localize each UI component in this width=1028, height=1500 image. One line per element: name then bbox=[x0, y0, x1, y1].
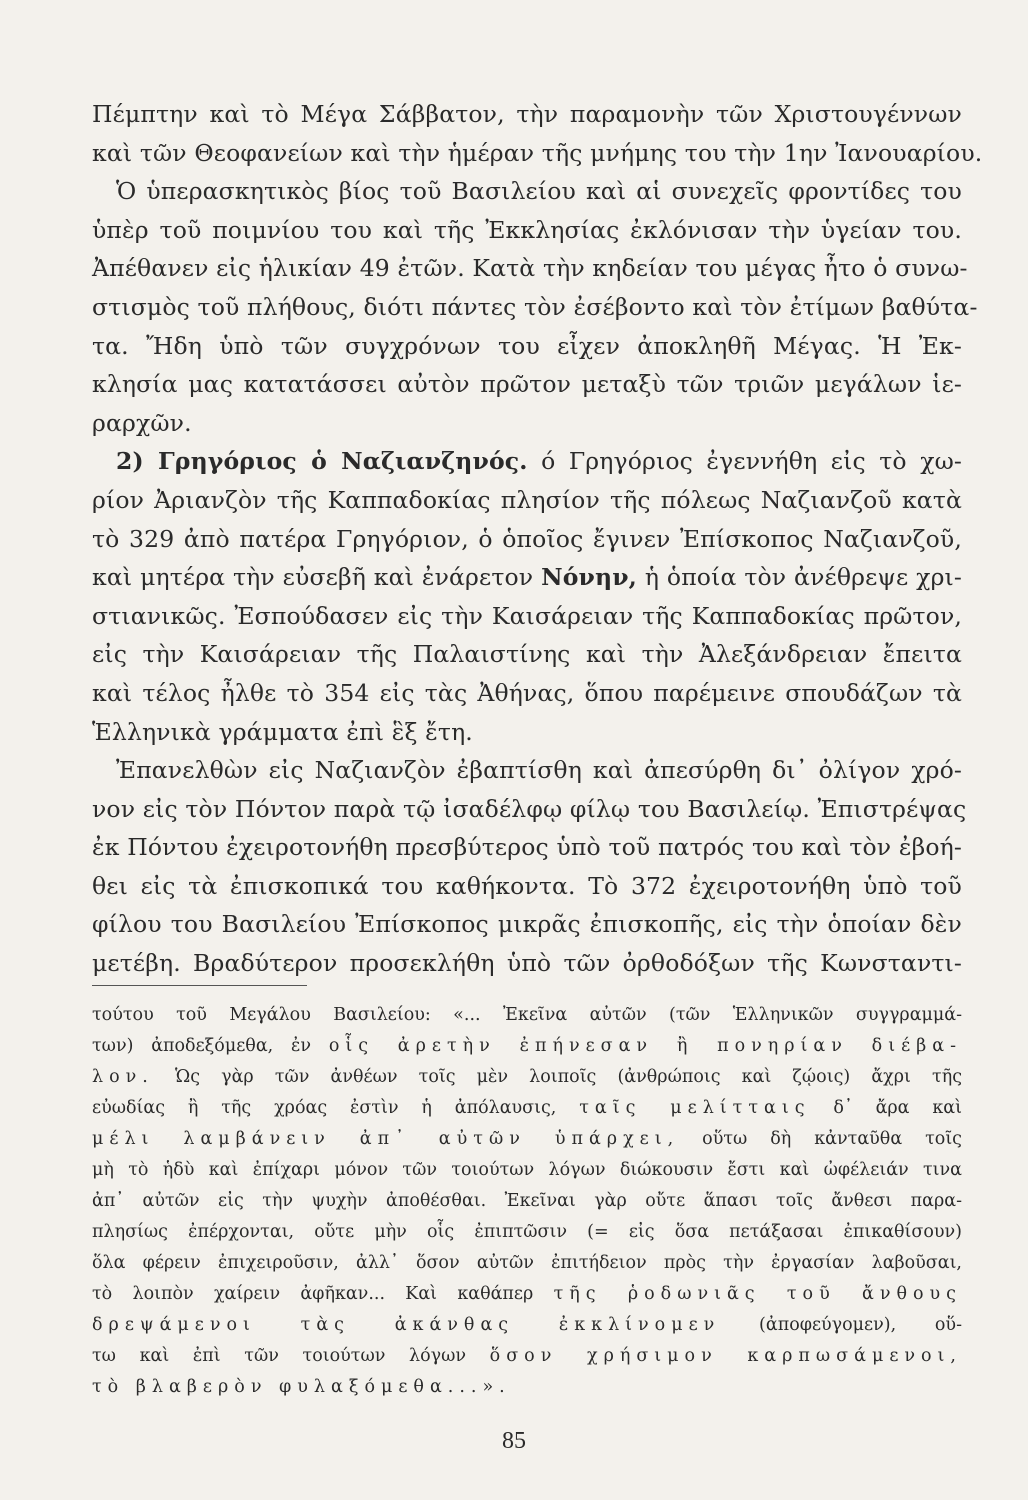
text-line: καὶ τῶν Θεοφανείων καὶ τὴν ἡμέραν τῆς μνήμης του τὴν 1ην Ἰανουαρίου. bbox=[92, 138, 983, 167]
paragraph-gregory bbox=[92, 442, 967, 982]
footnote-line: ἀπ᾿ αὐτῶν εἰς τὴν ψυχὴν ἀποθέσθαι. Ἐκεῖναι γὰρ οὔτε ἅπασι τοῖς ἄνθεσι παρα- bbox=[92, 1191, 962, 1211]
text-line: στιανικῶς. Ἐσπούδασεν εἰς τὴν Καισάρειαν τῆς Καππαδοκίας πρῶτον, bbox=[92, 601, 962, 630]
spaced-quote: λον. bbox=[92, 1067, 154, 1087]
text-line: εἰς τὴν Καισάρειαν τῆς Παλαιστίνης καὶ τὴν Ἀλεξάνδρειαν ἔπειτα bbox=[92, 640, 962, 669]
footnote-line bbox=[92, 1279, 962, 1310]
footnote-line: ὅλα φέρειν ἐπιχειροῦσιν, ἀλλ᾿ ὅσον αὐτῶν ἐπιτήδειον πρὸς τὴν ἐργασίαν λαβοῦσαι, bbox=[92, 1253, 962, 1273]
paragraph-basil-death bbox=[92, 95, 983, 442]
text-line: τα. Ἤδη ὑπὸ τῶν συγχρόνων του εἶχεν ἀποκληθῆ Μέγας. Ἡ Ἐκ- bbox=[92, 331, 962, 360]
bold-name: Νόνην, bbox=[541, 563, 637, 592]
text-span: τὸ λοιπὸν χαίρειν ἀφῆκαν... Καὶ καθάπερ bbox=[92, 1284, 534, 1304]
text-span: τω καὶ ἐπὶ τῶν τοιούτων λόγων bbox=[92, 1346, 467, 1366]
footnote-line bbox=[92, 1031, 962, 1062]
spaced-quote: μέλι λαμβάνειν ἀπ᾿ αὐτῶν ὑπάρχει, bbox=[92, 1129, 680, 1149]
spaced-quote: δρεψάμενοι τὰς ἀκάνθας ἐκκλίνομεν bbox=[92, 1315, 721, 1335]
text-span: καὶ μητέρα τὴν εὐσεβῆ καὶ ἐνάρετον bbox=[92, 563, 534, 592]
text-line: ὑπὲρ τοῦ ποιμνίου του καὶ τῆς Ἐκκλησίας ἐκλόνισαν τὴν ὑγείαν του. bbox=[92, 215, 962, 244]
text-span: των) ἀποδεξόμεθα, ἐν bbox=[92, 1036, 312, 1056]
section-heading: 2) Γρηγόριος ὁ Ναζιανζηνός. bbox=[116, 447, 528, 476]
spaced-quote: ταῖς μελίτταις bbox=[579, 1098, 811, 1118]
main-text bbox=[92, 95, 983, 983]
footnote-line: μὴ τὸ ἡδὺ καὶ ἐπίχαρι μόνον τῶν τοιούτων λόγων διώκουσιν ἔστι καὶ ὠφέλειάν τινα bbox=[92, 1160, 962, 1180]
text-span: δ᾿ ἄρα καὶ bbox=[833, 1098, 962, 1118]
text-line: φίλου του Βασιλείου Ἐπίσκοπος μικρᾶς ἐπισκοπῆς, εἰς τὴν ὁποίαν δὲν bbox=[92, 910, 962, 939]
footnote-line: τούτου τοῦ Μεγάλου Βασιλείου: «... Ἐκεῖνα αὐτῶν (τῶν Ἑλληνικῶν συγγραμμά- bbox=[92, 1005, 962, 1025]
footnote-line bbox=[92, 1341, 962, 1372]
footnote-line: πλησίως ἐπέρχονται, οὔτε μὴν οἷς ἐπιπτῶσιν (= εἰς ὅσα πετάξασαι ἐπικαθίσουν) bbox=[92, 1222, 962, 1242]
text-line: Πέμπτην καὶ τὸ Μέγα Σάββατον, τὴν παραμονὴν τῶν Χριστουγέννων bbox=[92, 100, 962, 128]
text-span: οὕτω δὴ κἀνταῦθα τοῖς bbox=[702, 1129, 962, 1149]
footnote-divider bbox=[92, 985, 307, 986]
text-span: εὐωδίας ἢ τῆς χρόας ἐστὶν ἡ ἀπόλαυσις, bbox=[92, 1098, 557, 1118]
text-line: τὸ 329 ἀπὸ πατέρα Γρηγόριον, ὁ ὁποῖος ἔγινεν Ἐπίσκοπος Ναζιανζοῦ, bbox=[92, 524, 962, 553]
text-line: καὶ τέλος ἦλθε τὸ 354 εἰς τὰς Ἀθήνας, ὅπου παρέμεινε σπουδάζων τὰ bbox=[92, 678, 962, 707]
text-line: ραρχῶν. bbox=[92, 408, 192, 437]
text-span: ἡ ὁποία τὸν ἀνέθρεψε χρι- bbox=[644, 563, 962, 592]
text-line: μετέβη. Βραδύτερον προσεκλήθη ὑπὸ τῶν ὀρθοδόξων τῆς Κωνσταντι- bbox=[92, 949, 962, 978]
text-line bbox=[92, 442, 962, 481]
spaced-quote: τὸ βλαβερὸν φυλαξόμεθα...». bbox=[92, 1377, 511, 1397]
footnote-line bbox=[92, 1093, 962, 1124]
text-line: Ἐπανελθὼν εἰς Ναζιανζὸν ἐβαπτίσθη καὶ ἀπεσύρθη δι᾿ ὀλίγον χρό- bbox=[116, 756, 962, 785]
text-line: ρίον Ἀριανζὸν τῆς Καππαδοκίας πλησίον τῆς πόλεως Ναζιανζοῦ κατὰ bbox=[92, 485, 962, 514]
text-line: Ὁ ὑπερασκητικὸς βίος τοῦ Βασιλείου καὶ αἱ συνεχεῖς φροντίδες του bbox=[116, 177, 962, 206]
text-span: (ἀποφεύγομεν), οὕ- bbox=[759, 1315, 962, 1335]
text-span: Ὡς γὰρ τῶν ἀνθέων τοῖς μὲν λοιποῖς (ἀνθρώποις καὶ ζῴοις) ἄχρι τῆς bbox=[174, 1067, 962, 1087]
footnote-line bbox=[92, 1372, 962, 1403]
text-line: Ἑλληνικὰ γράμματα ἐπὶ ἓξ ἔτη. bbox=[92, 717, 473, 746]
text-span: ό Γρηγόριος ἐγεννήθη εἰς τὸ χω- bbox=[541, 447, 962, 476]
page-number: 85 bbox=[502, 1428, 526, 1454]
text-line: νον εἰς τὸν Πόντον παρὰ τῷ ἰσαδέλφῳ φίλῳ του Βασιλείῳ. Ἐπιστρέψας bbox=[92, 794, 967, 823]
text-line bbox=[92, 558, 962, 597]
footnote bbox=[92, 1000, 962, 1403]
footnote-line bbox=[92, 1062, 962, 1093]
footnote-line bbox=[92, 1124, 962, 1155]
text-line: θει εἰς τὰ ἐπισκοπικά του καθήκοντα. Τὸ 372 ἐχειροτονήθη ὑπὸ τοῦ bbox=[92, 871, 962, 900]
spaced-quote: ὅσον χρήσιμον καρπωσάμενοι, bbox=[489, 1346, 962, 1366]
spaced-quote: τῆς ῥοδωνιᾶς τοῦ ἄνθους bbox=[553, 1284, 962, 1304]
text-line: κλησία μας κατατάσσει αὐτὸν πρῶτον μεταξὺ τῶν τριῶν μεγάλων ἱε- bbox=[92, 370, 962, 399]
text-line: Ἀπέθανεν εἰς ἡλικίαν 49 ἐτῶν. Κατὰ τὴν κηδείαν του μέγας ἦτο ὁ συνω- bbox=[92, 254, 968, 283]
footnote-line bbox=[92, 1310, 962, 1341]
text-line: στισμὸς τοῦ πλήθους, διότι πάντες τὸν ἐσέβοντο καὶ τὸν ἐτίμων βαθύτα- bbox=[92, 292, 978, 321]
spaced-quote: οἷς ἀρετὴν ἐπήνεσαν ἢ πονηρίαν διέβα- bbox=[328, 1036, 962, 1056]
text-line: ἐκ Πόντου ἐχειροτονήθη πρεσβύτερος ὑπὸ τοῦ πατρός του καὶ τὸν ἐβοή- bbox=[92, 833, 962, 862]
